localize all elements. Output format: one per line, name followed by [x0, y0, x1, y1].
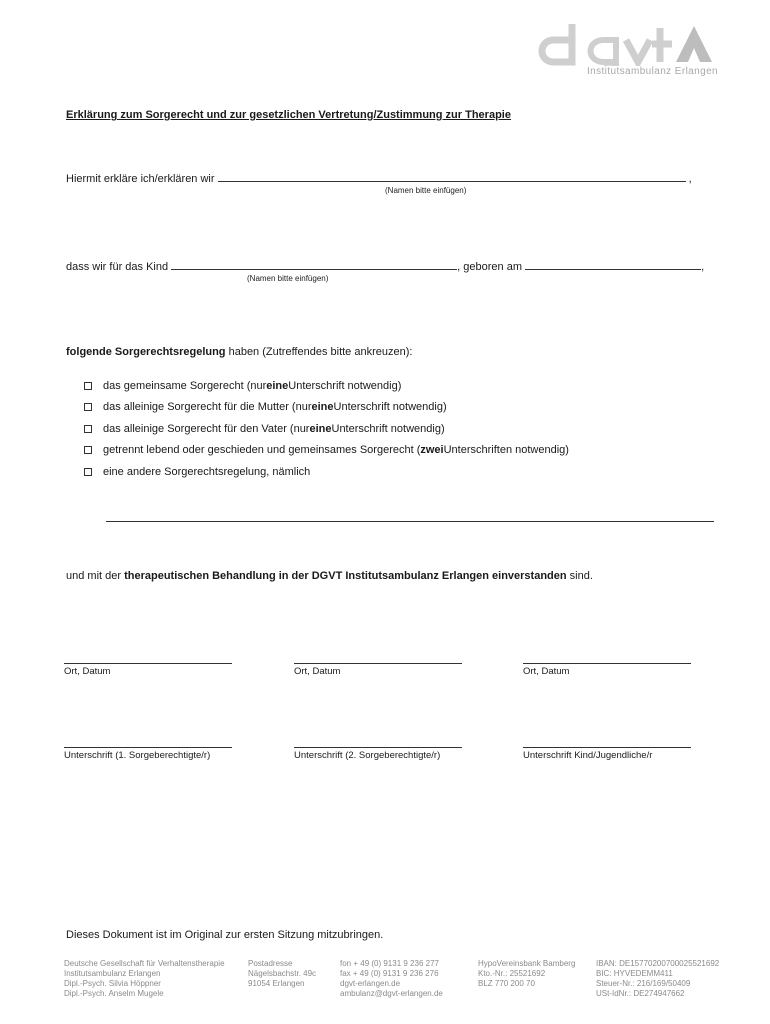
- declaration-hint: (Namen bitte einfügen): [385, 186, 467, 195]
- footer-line: Steuer-Nr.: 216/169/50409: [596, 979, 691, 988]
- footer-phone: fon + 49 (0) 9131 9 236 277: [340, 959, 439, 968]
- place-date-label-2: Ort, Datum: [294, 666, 341, 677]
- child-name-field[interactable]: [171, 260, 457, 270]
- child-birth-label: , geboren am: [457, 261, 522, 273]
- footer-line: Dipl.-Psych. Anselm Mugele: [64, 989, 164, 998]
- place-date-field-1[interactable]: [64, 663, 232, 664]
- custody-option-father[interactable]: [84, 423, 445, 435]
- footer-line: 91054 Erlangen: [248, 979, 305, 988]
- signature-label-1: Unterschrift (1. Sorgeberechtigte/r): [64, 750, 211, 761]
- child-hint: (Namen bitte einfügen): [247, 274, 329, 283]
- option-text-end: Unterschrift notwendig): [288, 380, 402, 392]
- option-bold: eine: [309, 423, 332, 435]
- footer-line: Nägelsbachstr. 49c: [248, 969, 317, 978]
- option-text-end: Unterschrift notwendig): [333, 401, 447, 413]
- declaration-line: [66, 172, 692, 185]
- child-prefix: dass wir für das Kind: [66, 261, 169, 273]
- footer-line: BIC: HYVEDEMM411: [596, 969, 673, 978]
- footer-line: BLZ 770 200 70: [478, 979, 535, 988]
- option-bold: eine: [266, 380, 289, 392]
- footer-email-link[interactable]: ambulanz@dgvt-erlangen.de: [340, 989, 443, 998]
- footer-website-link[interactable]: dgvt-erlangen.de: [340, 979, 401, 988]
- signature-field-3[interactable]: [523, 747, 691, 748]
- option-text-end: Unterschrift notwendig): [331, 423, 445, 435]
- place-date-label-1: Ort, Datum: [64, 666, 111, 677]
- child-line: [66, 260, 704, 273]
- option-text: das alleinige Sorgerecht für den Vater (nur: [103, 423, 310, 435]
- guardian-names-field[interactable]: [218, 172, 686, 182]
- dgvt-logo: [534, 22, 724, 82]
- footer-line: Dipl.-Psych. Silvia Höppner: [64, 979, 161, 988]
- option-text: das gemeinsame Sorgerecht (nur: [103, 380, 267, 392]
- place-date-field-2[interactable]: [294, 663, 462, 664]
- option-bold: eine: [311, 401, 334, 413]
- document-title: Erklärung zum Sorgerecht und zur gesetzlichen Vertretung/Zustimmung zur Therapie: [66, 109, 511, 121]
- signature-field-2[interactable]: [294, 747, 462, 748]
- custody-lead: [66, 346, 412, 358]
- checkbox[interactable]: [84, 425, 92, 433]
- dgvt-logo-mark: [534, 22, 724, 66]
- declaration-prefix: Hiermit erkläre ich/erklären wir: [66, 173, 215, 185]
- custody-lead-rest: haben (Zutreffendes bitte ankreuzen):: [225, 346, 413, 358]
- signature-label-2: Unterschrift (2. Sorgeberechtigte/r): [294, 750, 441, 761]
- option-text: getrennt lebend oder geschieden und gemeinsames Sorgerecht (: [103, 444, 421, 456]
- footer-address: [248, 959, 316, 989]
- logo-subtitle: Institutsambulanz Erlangen: [586, 66, 718, 77]
- footer-line: Institutsambulanz Erlangen: [64, 969, 161, 978]
- option-text: das alleinige Sorgerecht für die Mutter (nur: [103, 401, 312, 413]
- original-note: Dieses Dokument ist im Original zur ersten Sitzung mitzubringen.: [66, 929, 384, 941]
- footer-line: Deutsche Gesellschaft für Verhaltenstherapie: [64, 959, 225, 968]
- place-date-field-3[interactable]: [523, 663, 691, 664]
- footer-line: HypoVereinsbank Bamberg: [478, 959, 576, 968]
- signature-label-3: Unterschrift Kind/Jugendliche/r: [523, 750, 653, 761]
- consent-bold: therapeutischen Behandlung in der DGVT Institutsambulanz Erlangen einverstanden: [124, 570, 567, 582]
- signature-field-1[interactable]: [64, 747, 232, 748]
- checkbox[interactable]: [84, 403, 92, 411]
- custody-option-separated[interactable]: [84, 444, 569, 456]
- footer-fax: fax + 49 (0) 9131 9 236 276: [340, 969, 439, 978]
- checkbox[interactable]: [84, 468, 92, 476]
- option-bold: zwei: [420, 444, 444, 456]
- custody-lead-bold: folgende Sorgerechtsregelung: [66, 346, 226, 358]
- custody-option-joint[interactable]: [84, 380, 401, 392]
- custody-option-other[interactable]: [84, 466, 310, 478]
- consent-text-end: sind.: [566, 570, 593, 582]
- consent-line: [66, 570, 593, 582]
- custody-option-mother[interactable]: [84, 401, 447, 413]
- footer-line: Postadresse: [248, 959, 293, 968]
- footer-organization: [64, 959, 225, 999]
- consent-text: und mit der: [66, 570, 125, 582]
- child-birthdate-field[interactable]: [525, 260, 701, 270]
- declaration-suffix: ,: [688, 173, 692, 185]
- option-text: eine andere Sorgerechtsregelung, nämlich: [103, 466, 311, 478]
- checkbox[interactable]: [84, 446, 92, 454]
- footer-line: IBAN: DE15770200700025521692: [596, 959, 720, 968]
- footer-line: USt-IdNr.: DE274947662: [596, 989, 685, 998]
- footer-tax: [596, 959, 719, 999]
- footer-bank: [478, 959, 575, 989]
- footer-contact: [340, 959, 443, 999]
- checkbox[interactable]: [84, 382, 92, 390]
- child-suffix: ,: [701, 261, 705, 273]
- footer-line: Kto.-Nr.: 25521692: [478, 969, 546, 978]
- place-date-label-3: Ort, Datum: [523, 666, 570, 677]
- option-text-end: Unterschriften notwendig): [443, 444, 569, 456]
- other-regulation-field[interactable]: [106, 521, 714, 522]
